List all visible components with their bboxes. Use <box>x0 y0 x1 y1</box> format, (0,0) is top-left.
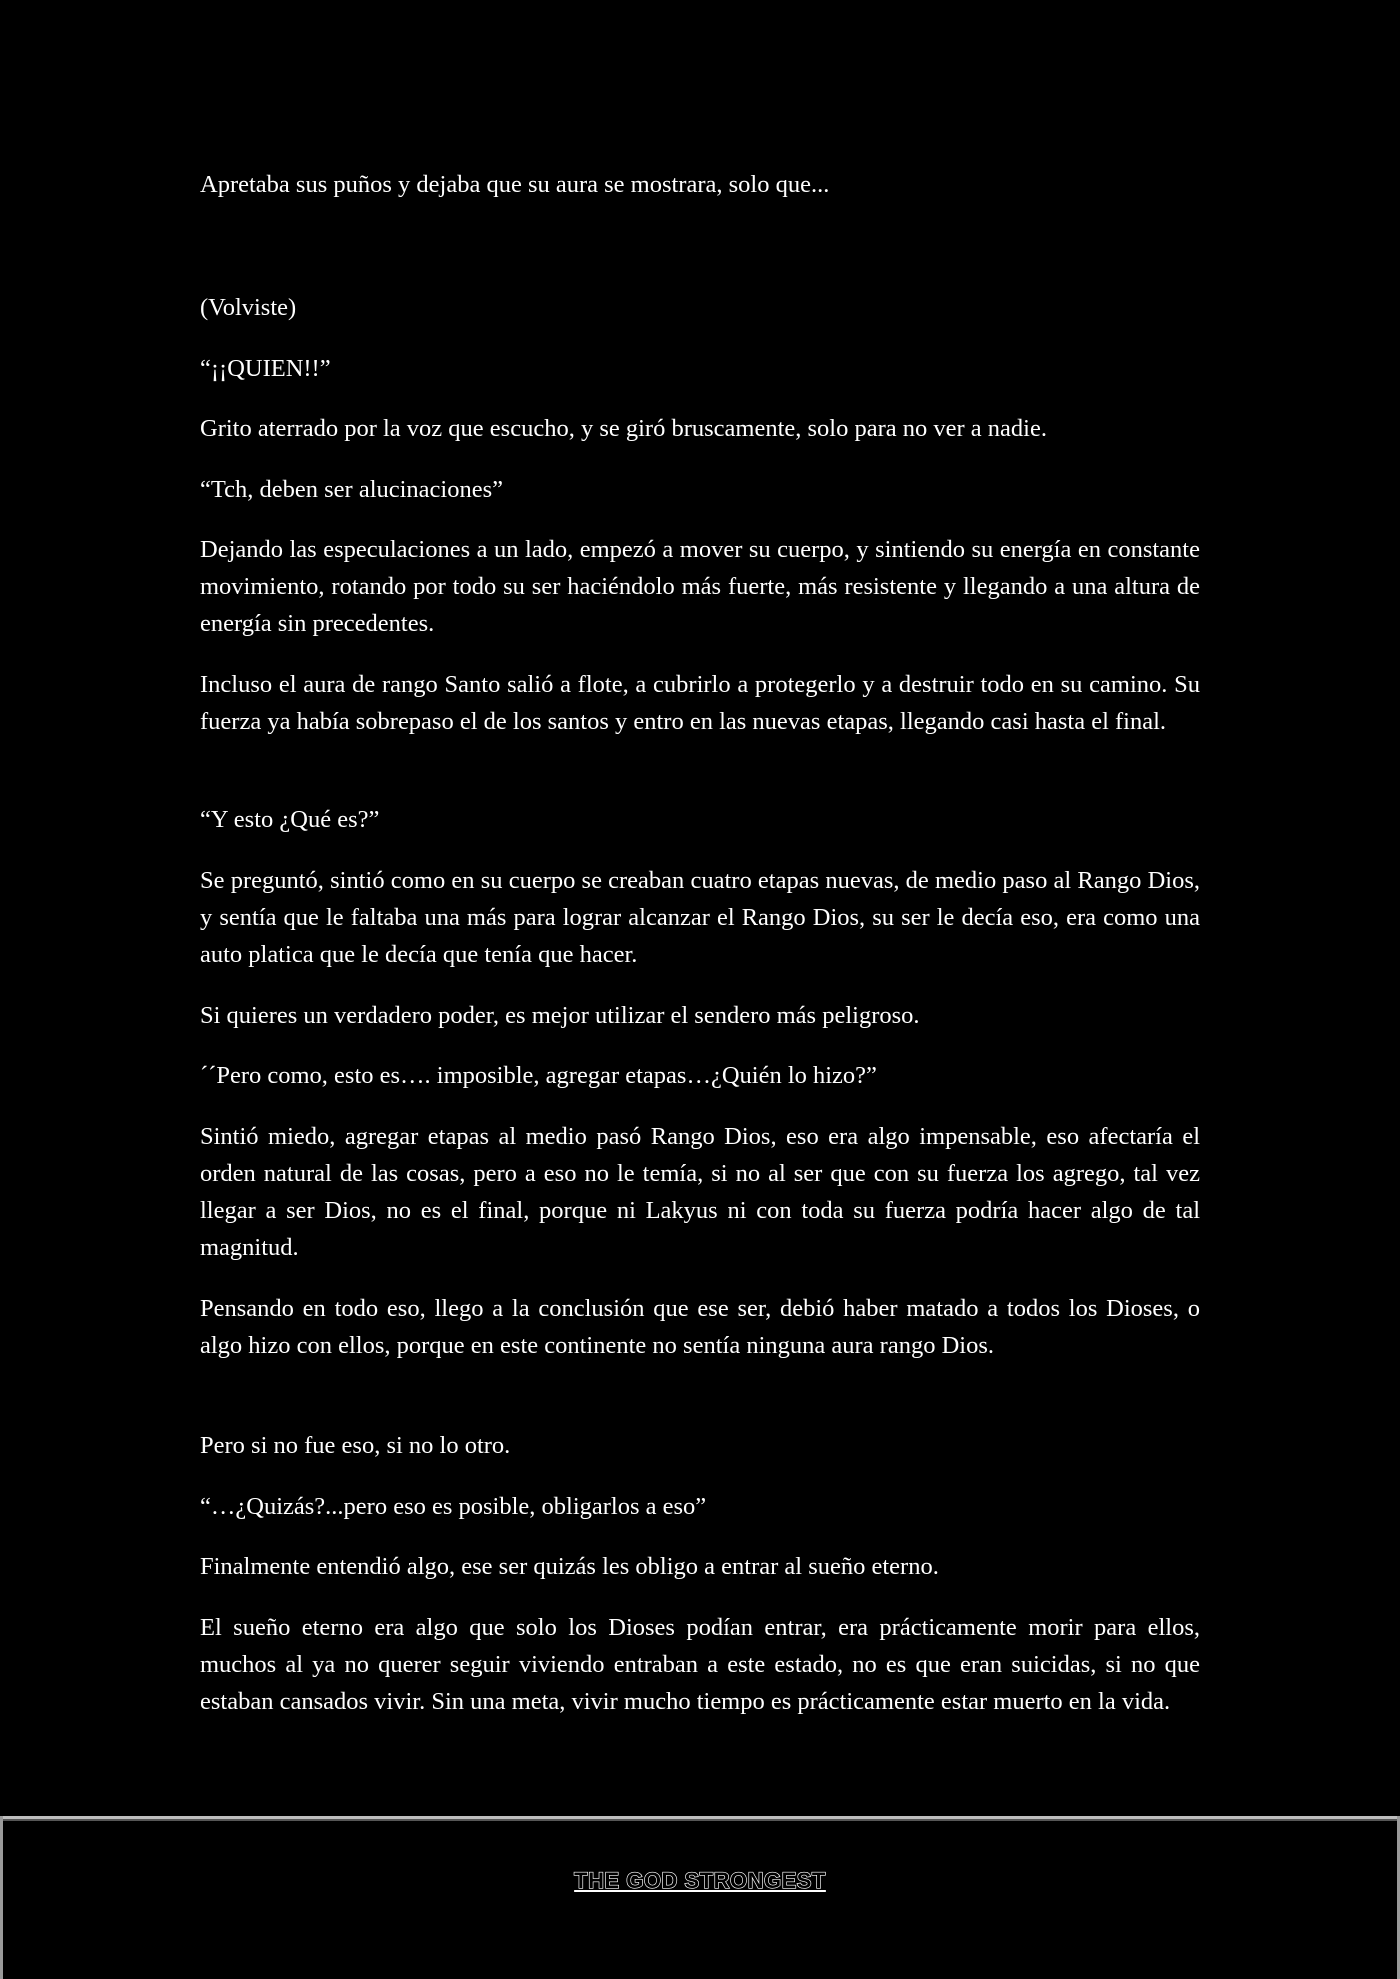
paragraph-7: Incluso el aura de rango Santo salió a flote, a cubrirlo a protegerlo y a destruir todo en su camino. Su fuerza ya había sobrepaso el de los santos y entro en las nuevas etapas, llegando casi hasta el final. <box>200 671 1200 735</box>
paragraph-11: ´´Pero como, esto es…. imposible, agregar etapas…¿Quién lo hizo?” <box>200 1062 877 1089</box>
paragraph-8: “Y esto ¿Qué es?” <box>200 806 380 833</box>
paragraph-17: El sueño eterno era algo que solo los Dioses podían entrar, era prácticamente morir para ellos, muchos al ya no querer seguir viviendo entraban a este estado, no es que eran suicidas, si no que estaban cansados vivir. Sin una meta, vivir mucho tiempo es prácticamente estar muerto en la vida. <box>200 1614 1200 1715</box>
paragraph-10: Si quieres un verdadero poder, es mejor utilizar el sendero más peligroso. <box>200 1002 920 1029</box>
paragraph-5: “Tch, deben ser alucinaciones” <box>200 476 504 503</box>
footer-left-edge <box>0 1816 3 1979</box>
paragraph-16: Finalmente entendió algo, ese ser quizás les obligo a entrar al sueño eterno. <box>200 1553 939 1580</box>
paragraph-2: (Volviste) <box>200 294 297 321</box>
watermark-logo: THE GOD STRONGEST <box>574 1868 826 1893</box>
paragraph-3: “¡¡QUIEN!!” <box>200 355 331 382</box>
paragraph-9: Se preguntó, sintió como en su cuerpo se creaban cuatro etapas nuevas, de medio paso al Rango Dios, y sentía que le faltaba una más para lograr alcanzar el Rango Dios, su ser le decía eso, era como una auto platica que le decía que tenía que hacer. <box>200 867 1200 968</box>
paragraph-12: Sintió miedo, agregar etapas al medio pasó Rango Dios, eso era algo impensable, eso afectaría el orden natural de las cosas, pero a eso no le temía, si no al ser que con su fuerza los agrego, tal vez llegar a ser Dios, no es el final, porque ni Lakyus ni con toda su fuerza podría hacer algo de tal magnitud. <box>200 1123 1200 1261</box>
paragraph-1: Apretaba sus puños y dejaba que su aura se mostrara, solo que... <box>200 171 830 198</box>
paragraph-4: Grito aterrado por la voz que escucho, y se giró bruscamente, solo para no ver a nadie. <box>200 415 1047 442</box>
paragraph-6: Dejando las especulaciones a un lado, empezó a mover su cuerpo, y sintiendo su energía en constante movimiento, rotando por todo su ser haciéndolo más fuerte, más resistente y llegando a una altura de energía sin precedentes. <box>200 536 1200 637</box>
paragraph-15: “…¿Quizás?...pero eso es posible, obligarlos a eso” <box>200 1493 707 1520</box>
footer-bar <box>0 1816 1400 1979</box>
paragraph-14: Pero si no fue eso, si no lo otro. <box>200 1432 511 1459</box>
paragraph-13: Pensando en todo eso, llego a la conclusión que ese ser, debió haber matado a todos los Dioses, o algo hizo con ellos, porque en este continente no sentía ninguna aura rango Dios. <box>200 1295 1200 1359</box>
